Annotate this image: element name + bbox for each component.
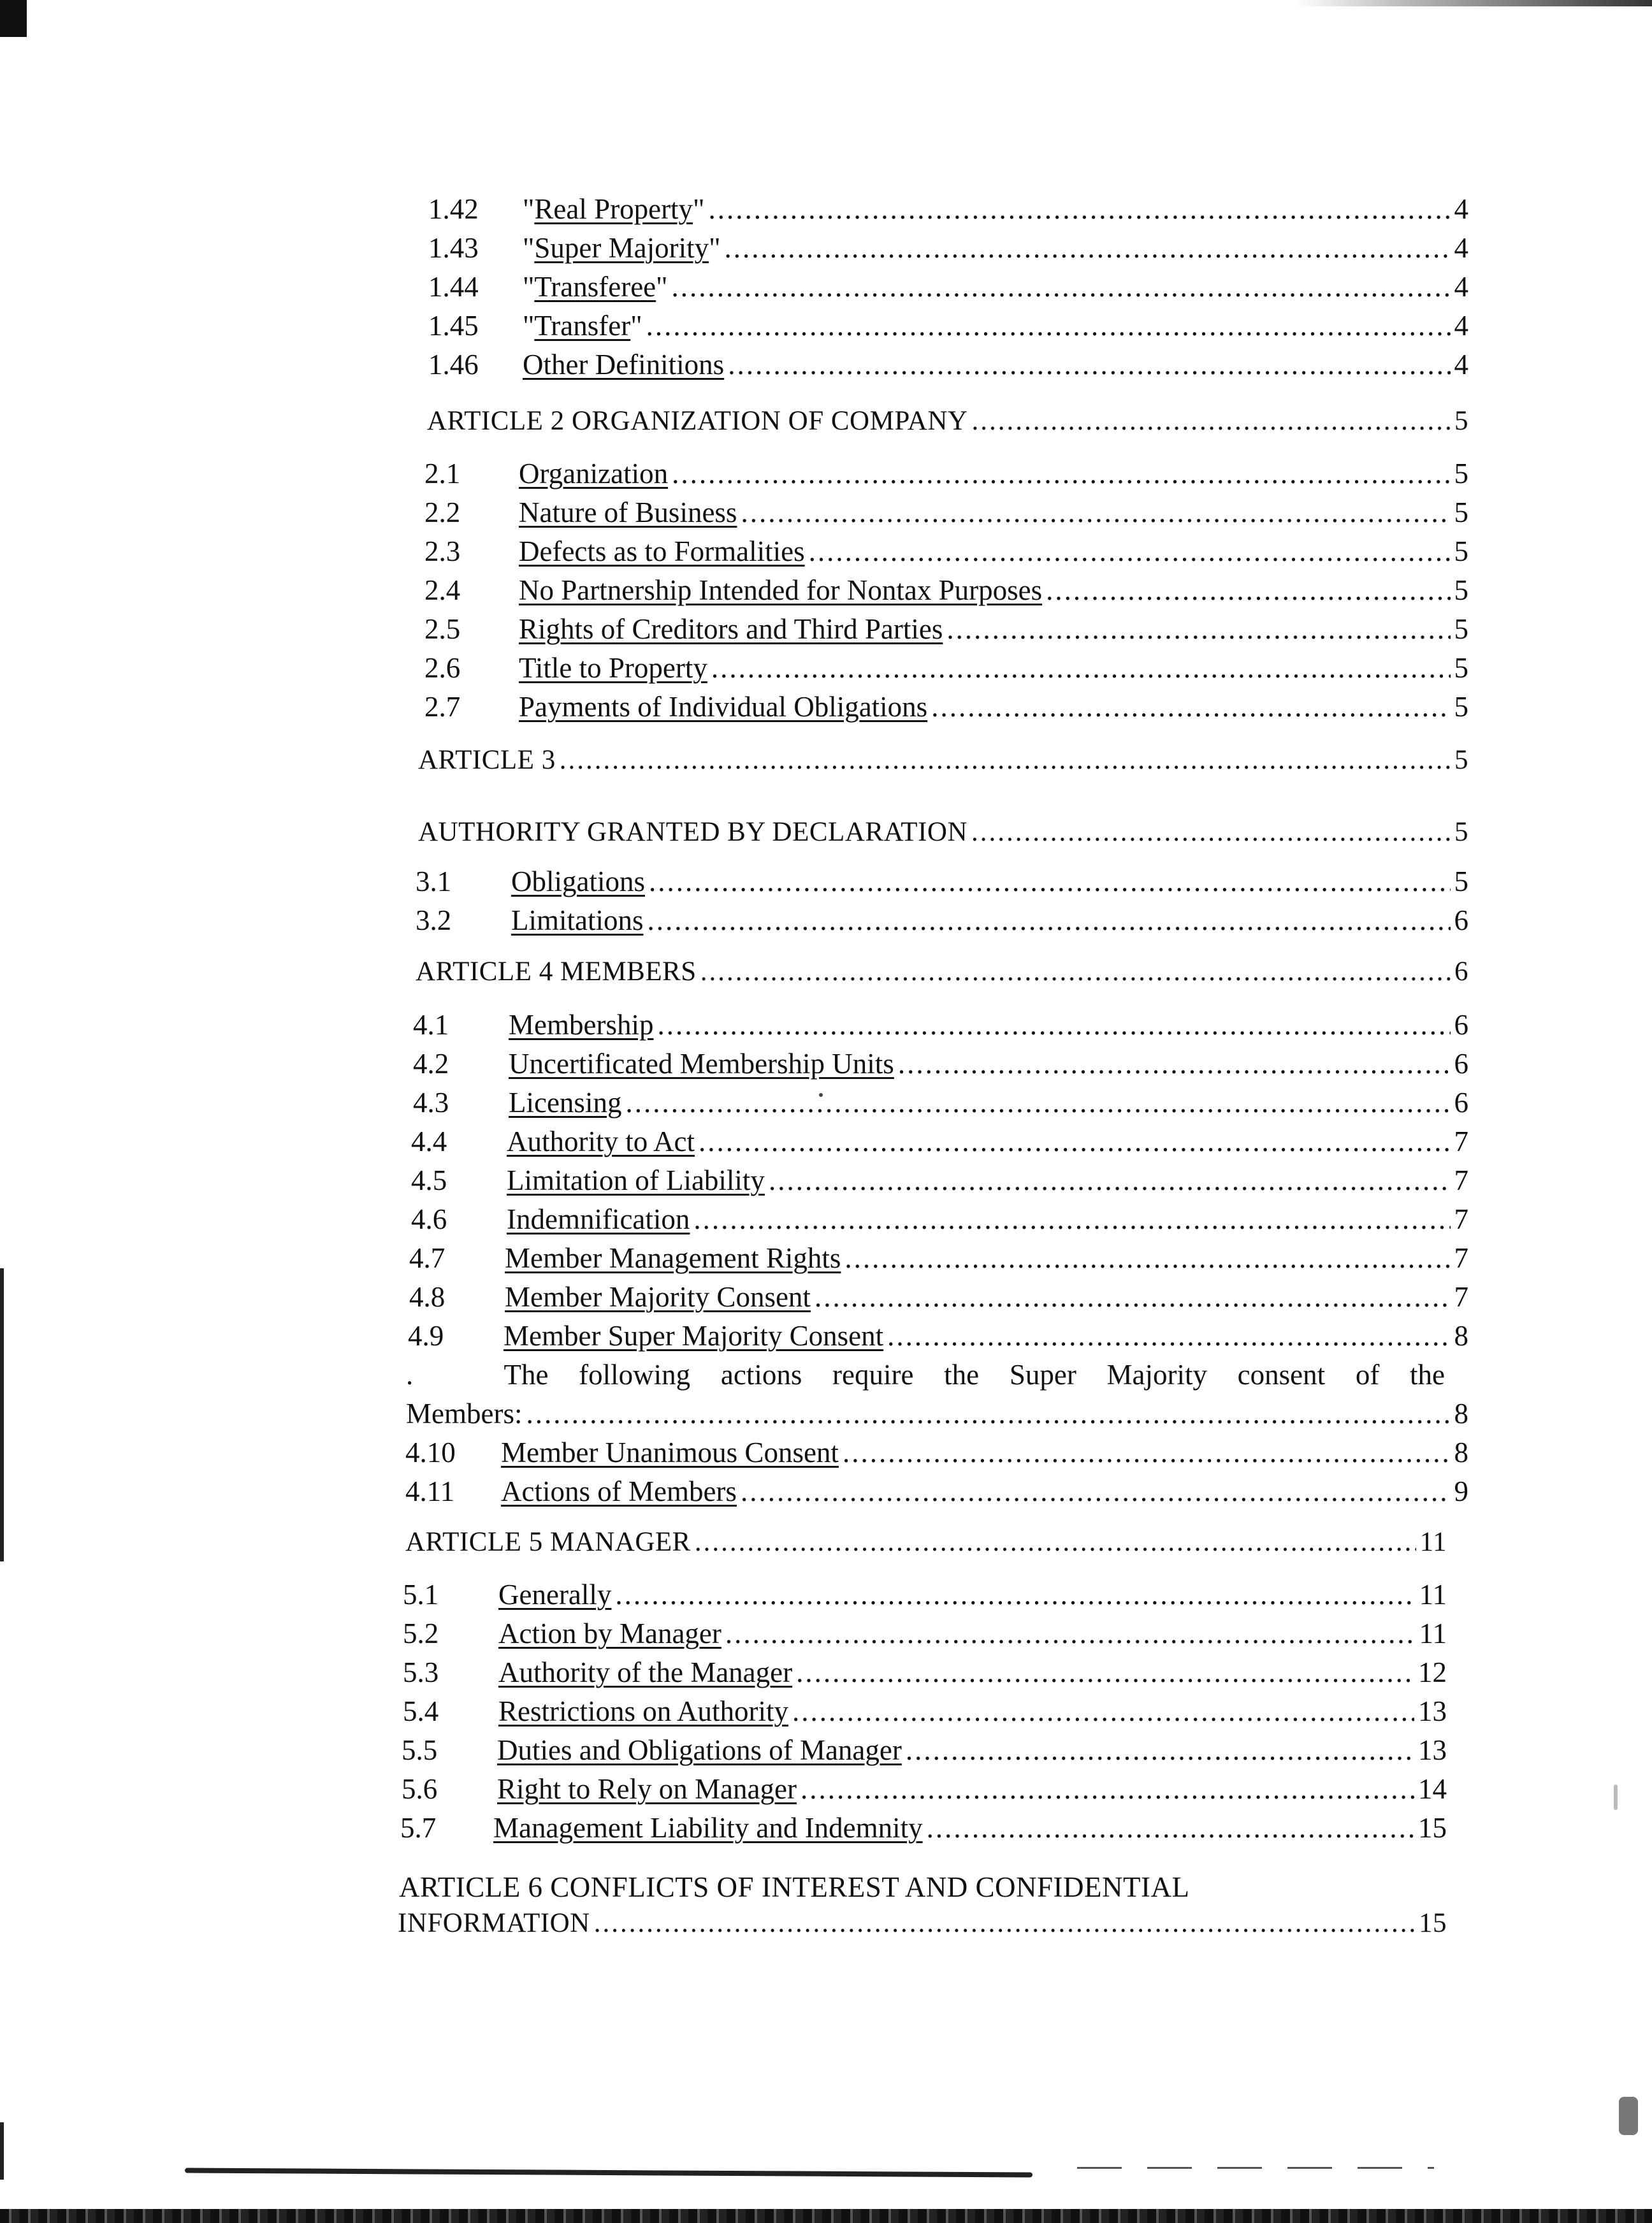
section-number: 2.1 xyxy=(424,458,461,489)
page-number: 4 xyxy=(1454,232,1468,264)
toc-entry-4-5[interactable] xyxy=(411,1162,1468,1198)
toc-entry-2-1[interactable] xyxy=(424,456,1468,491)
dot-leader xyxy=(657,1007,1450,1043)
section-title: Defects as to Formalities xyxy=(519,535,805,567)
section-number: 3.1 xyxy=(416,865,452,897)
toc-entry-5-4[interactable] xyxy=(403,1693,1447,1729)
dot-leader xyxy=(725,1616,1416,1651)
dot-leader xyxy=(796,1655,1414,1690)
dot-leader xyxy=(844,1240,1450,1276)
section-number: 5.1 xyxy=(403,1579,439,1611)
toc-entry-4-10[interactable] xyxy=(405,1435,1468,1470)
page-number: 7 xyxy=(1454,1281,1468,1313)
dot-leader xyxy=(672,456,1450,491)
page-number: 5 xyxy=(1454,535,1468,567)
section-number: 4.4 xyxy=(411,1126,447,1157)
section-title: Indemnification xyxy=(507,1203,690,1235)
section-number: 4.8 xyxy=(409,1281,446,1313)
section-title: Nature of Business xyxy=(519,496,737,528)
toc-entry-4-4[interactable] xyxy=(411,1124,1468,1159)
toc-entry-3-1[interactable] xyxy=(416,864,1468,899)
page-number: 9 xyxy=(1454,1475,1468,1507)
section-number: 5.2 xyxy=(403,1618,439,1649)
page-number: 6 xyxy=(1454,1048,1468,1080)
dot-leader xyxy=(711,650,1451,686)
section-title: Payments of Individual Obligations xyxy=(519,691,928,723)
section-number: 1.46 xyxy=(428,349,479,380)
page-number: 11 xyxy=(1419,1579,1447,1611)
section-number: 2.6 xyxy=(424,652,461,684)
section-number: 5.7 xyxy=(400,1812,437,1844)
page-number: 5 xyxy=(1454,574,1468,606)
section-title: Organization xyxy=(519,458,669,489)
dot-leader xyxy=(801,1771,1414,1807)
section-number: 1.45 xyxy=(428,310,479,342)
page-number: 6 xyxy=(1454,1087,1468,1119)
section-title: "Real Property" xyxy=(523,193,705,225)
toc-entry-1-42[interactable] xyxy=(428,191,1468,227)
section-title-text: Transfer xyxy=(534,310,631,342)
dot-leader xyxy=(594,1906,1415,1941)
dot-leader xyxy=(843,1435,1451,1470)
section-title: Title to Property xyxy=(519,652,707,684)
dot-leader xyxy=(971,403,1451,439)
dot-leader xyxy=(695,1524,1416,1560)
section-title: Restrictions on Authority xyxy=(498,1695,788,1727)
section-title: Other Definitions xyxy=(523,349,725,380)
page-number: 4 xyxy=(1454,271,1468,303)
section-title: Member Unanimous Consent xyxy=(501,1437,839,1468)
dot-leader xyxy=(927,1810,1414,1846)
section-title: Actions of Members xyxy=(501,1475,737,1507)
section-title: "Transferee" xyxy=(523,271,668,303)
dot-leader xyxy=(815,1279,1451,1315)
section-number: 4.1 xyxy=(413,1009,449,1041)
toc-entry-5-6[interactable] xyxy=(402,1771,1447,1807)
dot-leader xyxy=(887,1318,1450,1354)
section-number: 4.6 xyxy=(411,1203,447,1235)
page-number: 5 xyxy=(1454,613,1468,645)
page-number: 4 xyxy=(1454,310,1468,342)
section-number: 5.6 xyxy=(402,1773,438,1805)
toc-entry-2-5[interactable] xyxy=(424,611,1468,647)
page-number: 8 xyxy=(1454,1320,1468,1352)
section-title: Membership xyxy=(509,1009,654,1041)
toc-entry-4-11[interactable] xyxy=(405,1474,1468,1509)
page-number: 13 xyxy=(1418,1695,1447,1727)
page-number: 5 xyxy=(1454,865,1468,897)
section-number: 1.43 xyxy=(428,232,479,264)
toc-entry-2-4[interactable] xyxy=(424,572,1468,608)
section-title: Uncertificated Membership Units xyxy=(509,1048,894,1080)
dot-leader xyxy=(741,495,1450,530)
dot-leader xyxy=(526,1396,1450,1431)
section-title: Management Liability and Indemnity xyxy=(493,1812,923,1844)
page-number: 6 xyxy=(1454,904,1468,936)
super-majority-paragraph-line1: . The following actions require the Super Majority consent of the xyxy=(406,1359,1445,1391)
page-number: 7 xyxy=(1454,1203,1468,1235)
section-title: Authority of the Manager xyxy=(498,1656,793,1688)
section-title: Member Majority Consent xyxy=(505,1281,811,1313)
section-title-text: Super Majority xyxy=(534,232,709,264)
dot-leader xyxy=(769,1162,1451,1198)
article-title: ARTICLE 3 xyxy=(418,745,556,775)
dot-leader xyxy=(1046,572,1450,608)
toc-entry-5-3[interactable] xyxy=(403,1655,1447,1690)
page-number: 6 xyxy=(1454,957,1468,987)
dot-leader xyxy=(615,1577,1415,1612)
dot-leader xyxy=(971,815,1451,850)
section-title: Obligations xyxy=(511,865,645,897)
toc-entry-5-5[interactable] xyxy=(402,1732,1447,1768)
paragraph-text: Members: xyxy=(406,1398,523,1430)
toc-entry-5-2[interactable] xyxy=(403,1616,1447,1651)
toc-article-4[interactable] xyxy=(416,954,1468,990)
dot-leader xyxy=(699,1124,1451,1159)
section-title: Limitation of Liability xyxy=(507,1164,765,1196)
section-title: Limitations xyxy=(511,904,644,936)
dot-leader xyxy=(898,1046,1451,1082)
section-number: 4.3 xyxy=(413,1087,449,1119)
page-number: 5 xyxy=(1454,406,1468,436)
page-number: 8 xyxy=(1454,1398,1468,1430)
toc-entry-2-2[interactable] xyxy=(424,495,1468,530)
dot-leader xyxy=(809,533,1451,569)
section-title: Action by Manager xyxy=(498,1618,721,1649)
dot-leader xyxy=(672,269,1451,305)
section-number: 5.4 xyxy=(403,1695,439,1727)
page-number: 11 xyxy=(1419,1527,1447,1557)
page-number: 14 xyxy=(1418,1773,1447,1805)
article-title: ARTICLE 5 MANAGER xyxy=(405,1527,691,1557)
toc-entry-2-3[interactable] xyxy=(424,533,1468,569)
toc-article-3[interactable] xyxy=(418,742,1468,778)
toc-entry-4-2[interactable] xyxy=(413,1046,1468,1082)
section-number: 1.42 xyxy=(428,193,479,225)
section-number: 1.44 xyxy=(428,271,479,303)
page-number: 6 xyxy=(1454,1009,1468,1041)
page-number: 7 xyxy=(1454,1164,1468,1196)
toc-entry-4-7[interactable] xyxy=(409,1240,1468,1276)
toc-entry-5-7[interactable] xyxy=(400,1810,1447,1846)
toc-entry-1-43[interactable] xyxy=(428,230,1468,266)
page-number: 5 xyxy=(1454,652,1468,684)
section-number: 2.5 xyxy=(424,613,461,645)
section-number: 5.3 xyxy=(403,1656,439,1688)
page-number: 11 xyxy=(1419,1618,1447,1649)
page-number: 4 xyxy=(1454,193,1468,225)
section-title: Right to Rely on Manager xyxy=(497,1773,797,1805)
page-number: 13 xyxy=(1418,1734,1447,1766)
toc-entry-1-45[interactable] xyxy=(428,308,1468,344)
section-number: 4.2 xyxy=(413,1048,449,1080)
page-number: 7 xyxy=(1454,1242,1468,1274)
toc-entry-4-3[interactable] xyxy=(413,1085,1468,1120)
page-number: 15 xyxy=(1418,1812,1447,1844)
dot-leader xyxy=(648,902,1451,938)
section-title: Licensing xyxy=(509,1087,622,1119)
dot-leader xyxy=(724,230,1450,266)
page-number: 4 xyxy=(1454,349,1468,380)
dot-leader xyxy=(625,1085,1450,1120)
section-number: 2.2 xyxy=(424,496,461,528)
article-title: AUTHORITY GRANTED BY DECLARATION xyxy=(418,817,967,847)
section-number: 3.2 xyxy=(416,904,452,936)
page-number: 12 xyxy=(1418,1656,1447,1688)
page-number: 7 xyxy=(1454,1126,1468,1157)
toc-entry-4-1[interactable] xyxy=(413,1007,1468,1043)
section-title: "Transfer" xyxy=(523,310,642,342)
toc-entry-5-1[interactable] xyxy=(403,1577,1447,1612)
dot-leader xyxy=(792,1693,1414,1729)
section-title-text: Real Property xyxy=(534,193,693,225)
toc-entry-2-6[interactable] xyxy=(424,650,1468,686)
page-number: 5 xyxy=(1454,817,1468,847)
section-title: Authority to Act xyxy=(507,1126,695,1157)
dot-leader xyxy=(728,347,1450,382)
page-number: 8 xyxy=(1454,1437,1468,1468)
section-title-text: Transferee xyxy=(534,271,656,303)
section-number: 2.3 xyxy=(424,535,461,567)
dot-leader xyxy=(906,1732,1414,1768)
section-number: 4.7 xyxy=(409,1242,446,1274)
section-number: 5.5 xyxy=(402,1734,438,1766)
article-title: ARTICLE 2 ORGANIZATION OF COMPANY xyxy=(427,406,968,436)
section-title: No Partnership Intended for Nontax Purposes xyxy=(519,574,1043,606)
toc-entry-1-46[interactable] xyxy=(428,347,1468,382)
toc-entry-4-8[interactable] xyxy=(409,1279,1468,1315)
page-number: 5 xyxy=(1454,745,1468,775)
toc-entry-2-7[interactable] xyxy=(424,689,1468,725)
toc-article-3-heading[interactable] xyxy=(418,815,1468,850)
section-title: Generally xyxy=(498,1579,612,1611)
toc-article-2[interactable] xyxy=(427,403,1468,439)
dot-leader xyxy=(700,954,1451,990)
section-title: Duties and Obligations of Manager xyxy=(497,1734,902,1766)
section-number: 4.9 xyxy=(408,1320,444,1352)
toc-article-5[interactable] xyxy=(405,1524,1447,1560)
section-number: 4.11 xyxy=(405,1475,455,1507)
dot-leader xyxy=(646,308,1451,344)
super-majority-paragraph-line2[interactable] xyxy=(406,1396,1468,1431)
section-number: 4.5 xyxy=(411,1164,447,1196)
section-number: 2.7 xyxy=(424,691,461,723)
toc-entry-1-44[interactable] xyxy=(428,269,1468,305)
section-title: Member Management Rights xyxy=(505,1242,841,1274)
page-number: 5 xyxy=(1454,458,1468,489)
toc-article-6[interactable] xyxy=(398,1906,1447,1941)
page-number: 5 xyxy=(1454,691,1468,723)
section-title: Member Super Majority Consent xyxy=(504,1320,884,1352)
toc-article-6-line1[interactable]: ARTICLE 6 CONFLICTS OF INTEREST AND CONFIDENTIAL xyxy=(399,1871,1190,1903)
dot-leader xyxy=(560,742,1451,778)
article-title: ARTICLE 4 MEMBERS xyxy=(416,957,697,987)
section-title: "Super Majority" xyxy=(523,232,721,264)
toc-entry-4-6[interactable] xyxy=(411,1201,1468,1237)
dot-leader xyxy=(693,1201,1450,1237)
dot-leader xyxy=(708,191,1450,227)
section-title: Rights of Creditors and Third Parties xyxy=(519,613,943,645)
dot-leader xyxy=(931,689,1450,725)
section-number: 4.10 xyxy=(405,1437,456,1468)
section-number: 2.4 xyxy=(424,574,461,606)
toc-entry-4-9[interactable] xyxy=(408,1318,1468,1354)
page-number: 5 xyxy=(1454,496,1468,528)
dot-leader xyxy=(741,1474,1451,1509)
dot-leader xyxy=(649,864,1451,899)
page-number: 15 xyxy=(1419,1908,1447,1938)
toc-entry-3-2[interactable] xyxy=(416,902,1468,938)
article-title: INFORMATION xyxy=(398,1908,590,1938)
dot-leader xyxy=(946,611,1450,647)
